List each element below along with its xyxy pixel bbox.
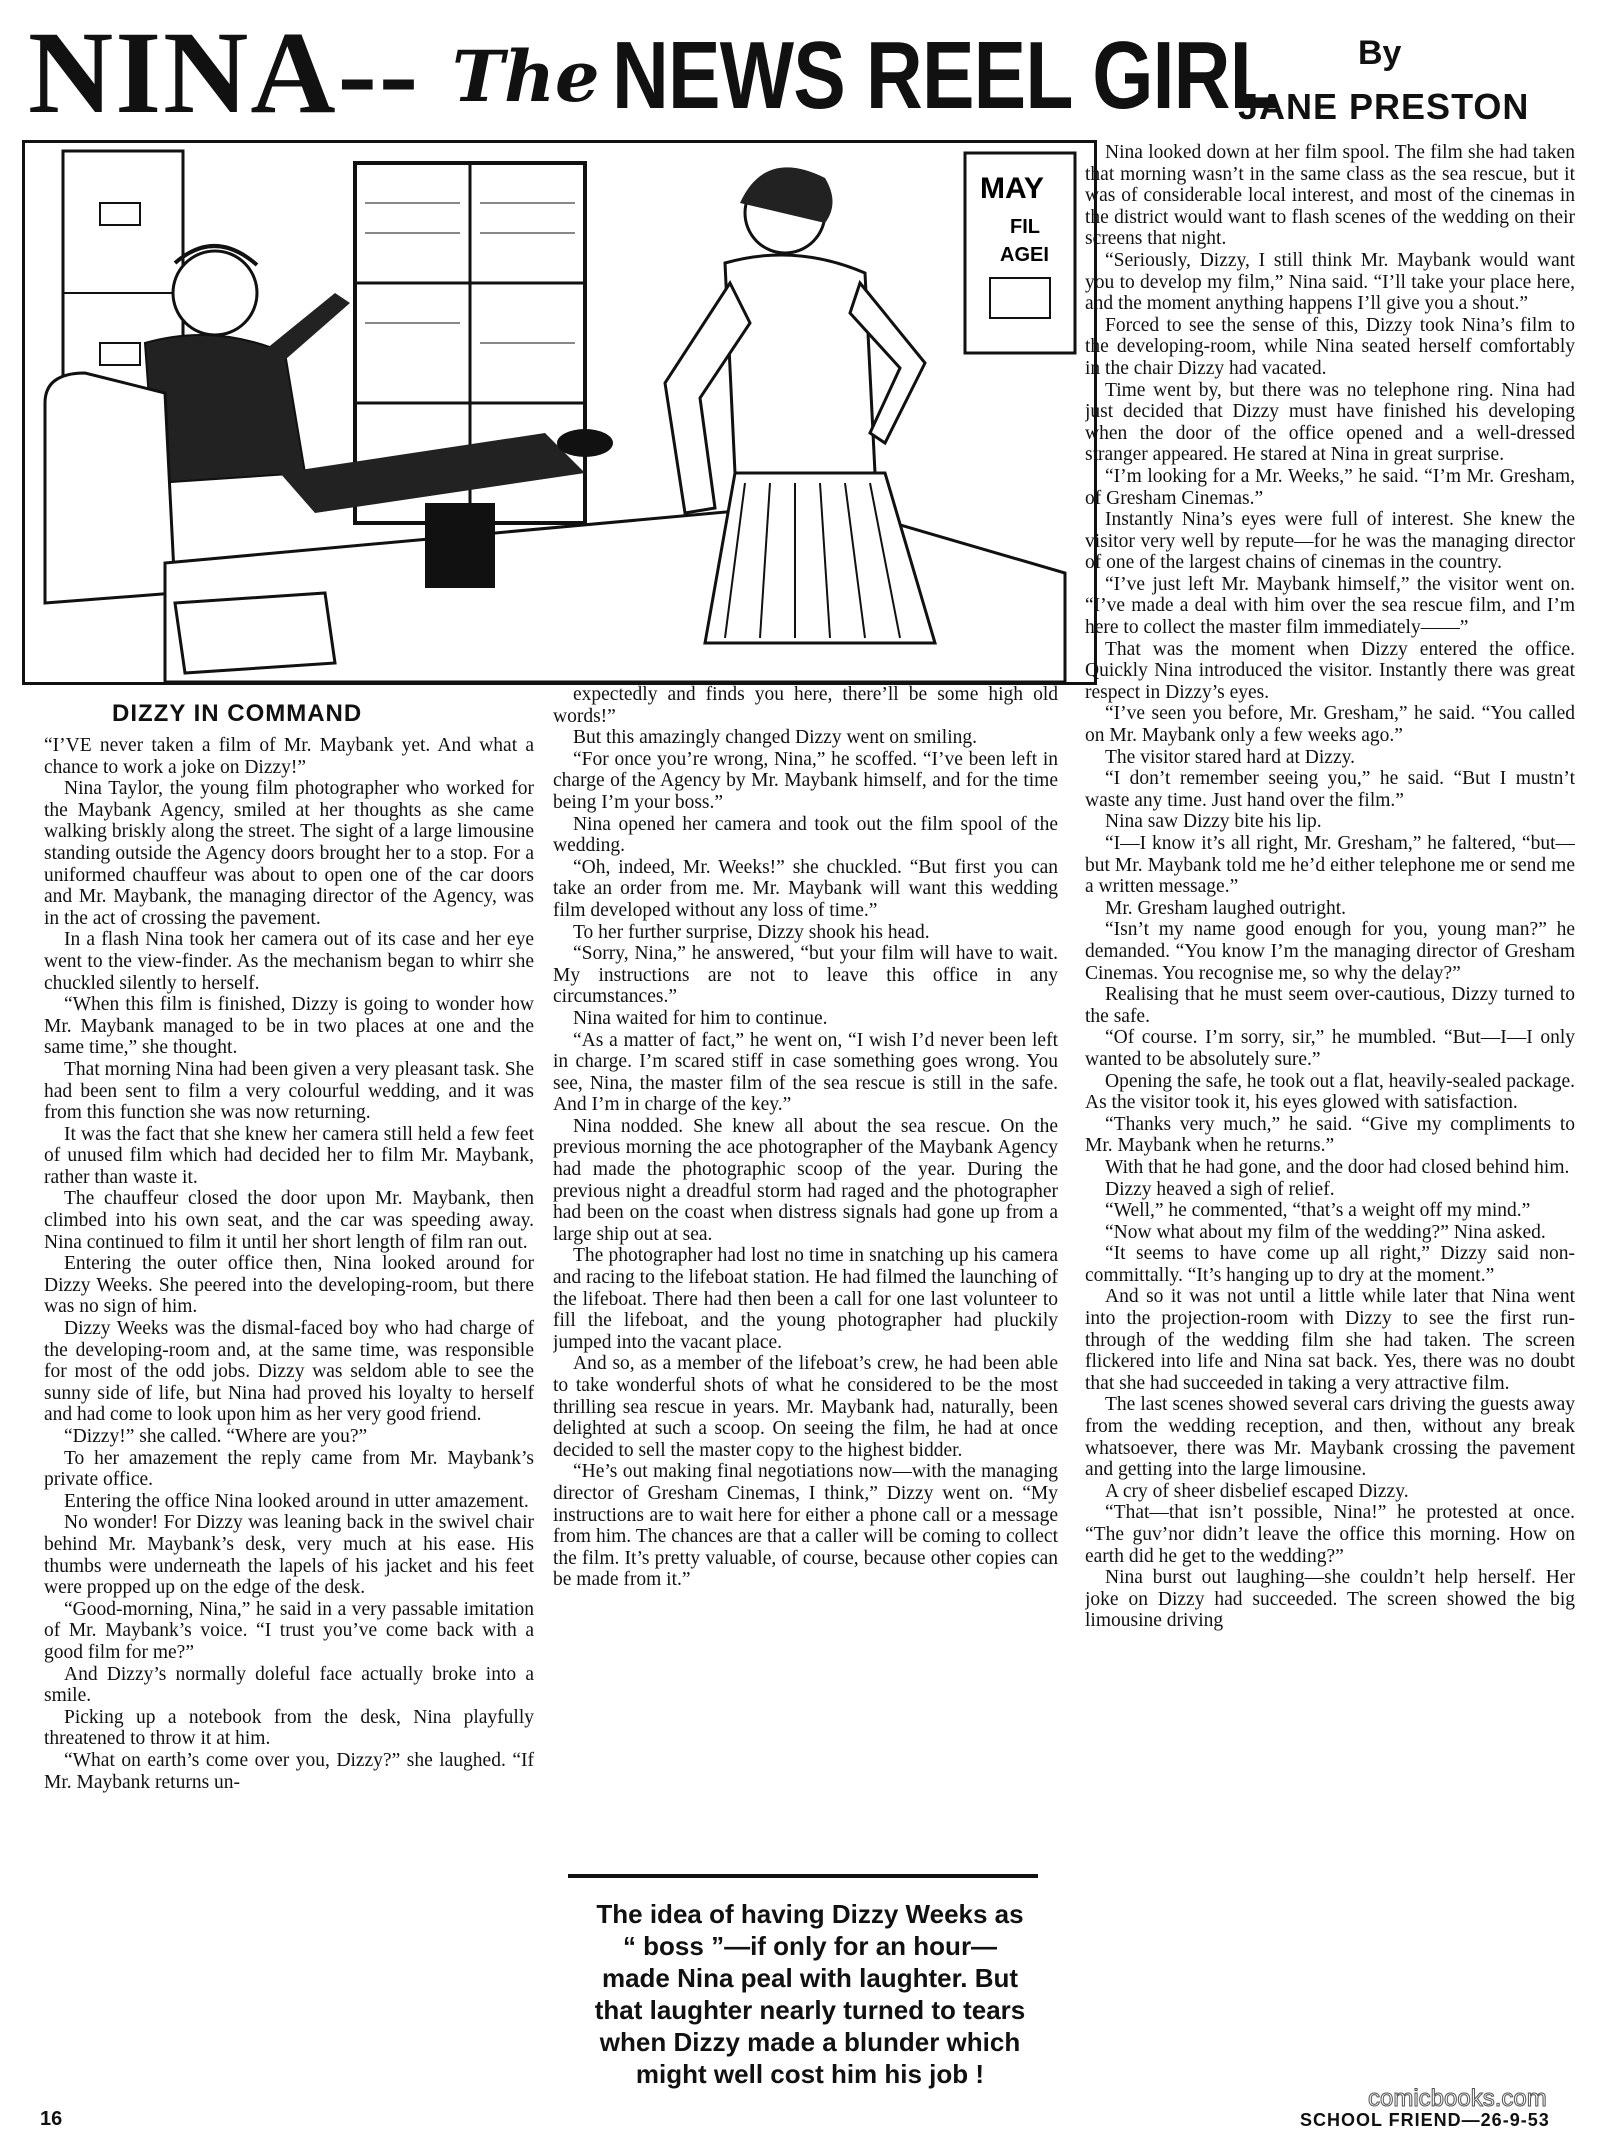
story-paragraph: “I’ve seen you before, Mr. Gresham,” he said. “You called on Mr. Maybank only a few weeks ago.” (1085, 703, 1575, 747)
story-paragraph: “Seriously, Dizzy, I still think Mr. Maybank would want you to develop my film,” Nina said. “I’ll take your place here, and the moment anything happens I’ll give you a shout.” (1085, 249, 1575, 315)
story-paragraph: expectedly and finds you here, there’ll be some high old words!” (553, 684, 1058, 727)
story-paragraph: Entering the office Nina looked around in utter amazement. (64, 1490, 529, 1512)
story-paragraph: Entering the outer office then, Nina looked around for Dizzy Weeks. She peered into the developing-room, but there was no sign of him. (44, 1253, 534, 1318)
story-paragraph: Nina saw Dizzy bite his lip. (1105, 811, 1322, 833)
story-paragraph: “Isn’t my name good enough for you, young man?” he demanded. “You know I’m the managing director of Gresham Cinemas. You recognise me, so why the delay?” (1085, 919, 1575, 984)
story-paragraph: The photographer had lost no time in snatching up his camera and racing to the lifeboat station. He had filmed the launching of the lifeboat. There had then been a call for one last volunteer to fill the lifeboat, and the young photographer had pluckily jumped into the vacant place. (553, 1245, 1058, 1353)
story-paragraph: Dizzy Weeks was the dismal-faced boy who had charge of the developing-room and, at the same time, was responsible for most of the odd jobs. Dizzy was seldom able to see the sunny side of life, but Nina had proved his loyalty to herself and had come to look upon him as her very good friend. (44, 1318, 534, 1426)
story-paragraph: Nina burst out laughing—she couldn’t help herself. Her joke on Dizzy had succeeded. The screen showed the big limousine driving (1085, 1567, 1575, 1632)
story-paragraph: Instantly Nina’s eyes were full of interest. She knew the visitor very well by repute—for he was the managing director of one of the largest chains of cinemas in the country. (1085, 509, 1575, 574)
story-paragraph: “Now what about my film of the wedding?” Nina asked. (1105, 1221, 1546, 1243)
story-paragraph: “He’s out making final negotiations now—with the managing director of Gresham Cinemas, I think,” Dizzy went on. “My instructions are to wait here for either a phone call or a message from him. The chances are that a caller will be coming to collect the film. It’s pretty valuable, of course, because other copies can be made from it.” (553, 1461, 1058, 1591)
story-paragraph: The last scenes showed several cars driving the guests away from the wedding reception, and then, without any break whatsoever, there was Mr. Maybank crossing the pavement and getting into the large limousine. (1085, 1394, 1575, 1481)
text-column-2 (553, 684, 1058, 1857)
story-paragraph: “I’m looking for a Mr. Weeks,” he said. “I’m Mr. Gresham, of Gresham Cinemas.” (1085, 465, 1575, 509)
story-paragraph: “That—that isn’t possible, Nina!” he protested at once. “The guv’nor didn’t leave the office this morning. How on earth did he get to the wedding?” (1085, 1502, 1575, 1567)
story-paragraph: “I’ve just left Mr. Maybank himself,” the visitor went on. “I’ve made a deal with him over the sea rescue film, and I’m here to collect the master film immediately——” (1085, 573, 1575, 639)
story-paragraph: Nina nodded. She knew all about the sea rescue. On the previous morning the ace photographer of the Maybank Agency had made the photographic scoop of the year. During the previous night a dreadful storm had raged and the photographer had been on the coast when distress signals had gone up from a large ship out at sea. (553, 1115, 1058, 1245)
story-paragraph: With that he had gone, and the door had closed behind him. (1105, 1156, 1570, 1178)
text-column-1 (44, 735, 534, 2060)
page-number: 16 (40, 2108, 63, 2130)
story-paragraph: “Of course. I’m sorry, sir,” he mumbled. “But—I—I only wanted to be absolutely sure.” (1085, 1027, 1575, 1070)
watermark: comicbooks.com (1368, 2085, 1547, 2112)
story-paragraph: “Well,” he commented, “that’s a weight off my mind.” (1105, 1200, 1531, 1222)
story-paragraph: “I—I know it’s all right, Mr. Gresham,” he faltered, “but—but Mr. Maybank told me he’d either telephone me or send me a written message.” (1085, 833, 1575, 898)
story-paragraph: To her amazement the reply came from Mr. Maybank’s private office. (44, 1447, 534, 1491)
story-paragraph: “When this film is finished, Dizzy is going to wonder how Mr. Maybank managed to be in two places at one and the same time,” she thought. (44, 994, 534, 1059)
story-paragraph: “It seems to have come up all right,” Dizzy said non-committally. “It’s hanging up to dry at the moment.” (1085, 1243, 1575, 1286)
story-paragraph: “I don’t remember seeing you,” he said. “But I mustn’t waste any time. Just hand over the film.” (1085, 768, 1575, 811)
story-paragraph: No wonder! For Dizzy was leaning back in the swivel chair behind Mr. Maybank’s desk, very much at his ease. His thumbs were underneath the lapels of his jacket and his feet were propped up on the edge of the desk. (44, 1512, 534, 1599)
story-paragraph: But this amazingly changed Dizzy went on smiling. (573, 727, 978, 749)
story-paragraph: Nina looked down at her film spool. The film she had taken that morning wasn’t in the same class as the sea rescue, but it was of considerable local interest, and most of the cinemas in the district would want to flash scenes of the wedding on their screens that night. (1085, 142, 1575, 250)
story-paragraph: Time went by, but there was no telephone ring. Nina had just decided that Dizzy must have finished his developing when the door of the office opened and a well-dressed stranger appeared. He stared at Nina in great surprise. (1085, 379, 1575, 466)
story-paragraph: The chauffeur closed the door upon Mr. Maybank, then climbed into his own seat, and the car was speeding away. Nina continued to film it until her short length of film ran out. (44, 1188, 534, 1253)
story-paragraph: Forced to see the sense of this, Dizzy took Nina’s film to the developing-room, while Nina seated herself comfortably in the chair Dizzy had vacated. (1085, 314, 1575, 379)
story-paragraph: A cry of sheer disbelief escaped Dizzy. (1105, 1480, 1409, 1502)
story-illustration (22, 140, 1097, 685)
title-the: The (452, 35, 600, 118)
teaser-box: The idea of having Dizzy Weeks as “ boss ”—if only for an hour—made Nina peal with laughter. But that laughter nearly turned to tears when Dizzy made a blunder which might well cost him his job ! (568, 1874, 1038, 2074)
office-scene-illustration (25, 143, 1094, 682)
title-main: NEWS REEL GIRL (612, 22, 1277, 129)
story-paragraph: “As a matter of fact,” he went on, “I wish I’d never been left in charge. I’m scared stiff in case something goes wrong. You see, Nina, the master film of the sea rescue is still in the safe. And I’m in charge of the key.” (553, 1029, 1058, 1116)
story-paragraph: In a flash Nina took her camera out of its case and her eye went to the view-finder. As the mechanism began to whirr she chuckled silently to herself. (44, 929, 534, 994)
story-paragraph: “Thanks very much,” he said. “Give my compliments to Mr. Maybank when he returns.” (1085, 1113, 1575, 1157)
story-paragraph: “What on earth’s come over you, Dizzy?” she laughed. “If Mr. Maybank returns un- (44, 1749, 534, 1793)
story-paragraph: To her further surprise, Dizzy shook his head. (573, 921, 930, 943)
magazine-footer: SCHOOL FRIEND—26-9-53 (1300, 2110, 1550, 2130)
story-paragraph: Nina opened her camera and took out the film spool of the wedding. (553, 813, 1058, 857)
story-paragraph: Mr. Gresham laughed outright. (1105, 897, 1346, 919)
story-paragraph: The visitor stared hard at Dizzy. (1105, 746, 1355, 768)
poster-line-1: MAY (980, 172, 1044, 205)
story-paragraph: “I’VE never taken a film of Mr. Maybank yet. And what a chance to work a joke on Dizzy!” (44, 735, 534, 778)
story-paragraph: Dizzy heaved a sigh of relief. (1105, 1178, 1335, 1200)
story-paragraph: It was the fact that she knew her camera still held a few feet of unused film which had decided her to film Mr. Maybank, rather than waste it. (44, 1123, 534, 1188)
byline-author: JANE PRESTON (1238, 86, 1530, 127)
byline-by: By (1358, 34, 1402, 72)
poster-line-3: AGEI (1000, 244, 1049, 266)
story-paragraph: Nina Taylor, the young film photographer who worked for the Maybank Agency, smiled at her thoughts as she came walking briskly along the street. The sight of a large limousine standing outside the Agency doors brought her to a stop. For a uniformed chauffeur was about to open one of the car doors and Mr. Maybank, the managing director of the Agency, was in the act of crossing the pavement. (44, 778, 534, 929)
story-paragraph: “For once you’re wrong, Nina,” he scoffed. “I’ve been left in charge of the Agency by Mr. Maybank himself, and for the time being I’m your boss.” (553, 748, 1058, 813)
story-paragraph: “Sorry, Nina,” he answered, “but your film will have to wait. My instructions are not to leave this office in any circumstances.” (553, 943, 1058, 1008)
story-paragraph: “Dizzy!” she called. “Where are you?” (64, 1426, 368, 1447)
story-paragraph: Realising that he must seem over-cautious, Dizzy turned to the safe. (1085, 984, 1575, 1027)
story-paragraph: And so it was not until a little while later that Nina went into the projection-room with Dizzy to see the first run-through of the wedding film she had taken. The screen flickered into life and Nina sat back. Yes, there was no doubt that she had succeeded in taking a very attractive film. (1085, 1286, 1575, 1394)
story-paragraph: Nina waited for him to continue. (573, 1007, 828, 1029)
section-heading: DIZZY IN COMMAND (112, 700, 363, 727)
story-paragraph: Picking up a notebook from the desk, Nina playfully threatened to throw it at him. (44, 1706, 534, 1750)
story-paragraph: Opening the safe, he took out a flat, heavily-sealed package. As the visitor took it, his eyes glowed with satisfaction. (1085, 1070, 1575, 1114)
poster-line-2: FIL (1010, 216, 1040, 238)
story-paragraph: “Good-morning, Nina,” he said in a very passable imitation of Mr. Maybank’s voice. “I trust you’ve come back with a good film for me?” (44, 1598, 534, 1663)
title-nina: NINA-- (28, 7, 421, 138)
story-paragraph: And Dizzy’s normally doleful face actually broke into a smile. (44, 1663, 534, 1707)
story-paragraph: “Oh, indeed, Mr. Weeks!” she chuckled. “But first you can take an order from me. Mr. Maybank will want this wedding film developed without any loss of time.” (553, 856, 1058, 921)
story-paragraph: That morning Nina had been given a very pleasant task. She had been sent to film a very colourful wedding, and it was from this function she was now returning. (44, 1058, 534, 1124)
text-column-3 (1085, 142, 1575, 2120)
story-paragraph: And so, as a member of the lifeboat’s crew, he had been able to take wonderful shots of what he considered to be the most thrilling sea rescue in years. Mr. Maybank had, naturally, been delighted at such a scoop. On seeing the film, he had at once decided to sell the master copy to the highest bidder. (553, 1353, 1058, 1461)
story-paragraph: That was the moment when Dizzy entered the office. Quickly Nina introduced the visitor. Instantly there was great respect in Dizzy’s eyes. (1085, 638, 1575, 703)
